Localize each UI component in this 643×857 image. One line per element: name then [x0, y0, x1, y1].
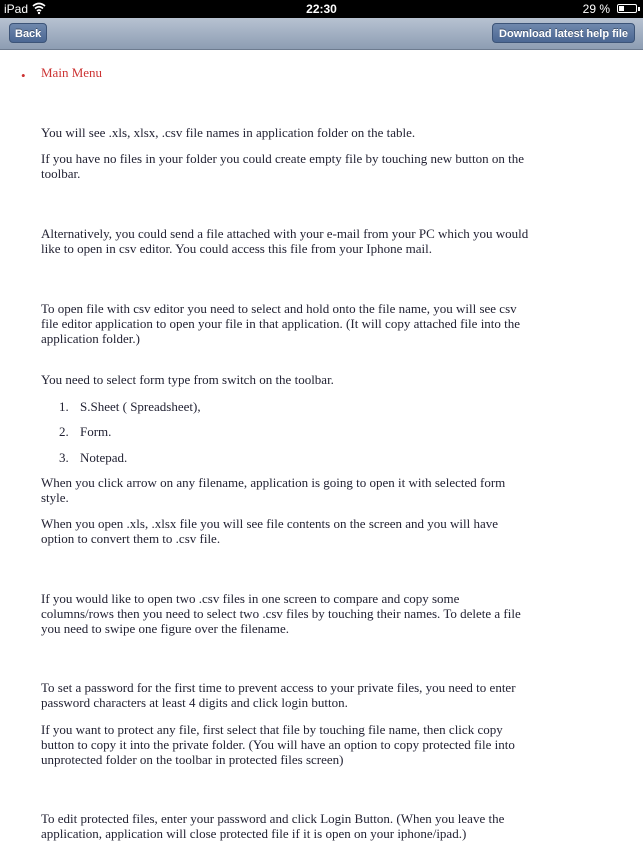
help-paragraph: If you have no files in your folder you could create empty file by touching new button on the toolbar. [41, 151, 525, 181]
form-type-item: S.Sheet ( Spreadsheet), [80, 399, 201, 414]
help-paragraph: To set a password for the first time to prevent access to your private files, you need to enter password characters at least 4 digits and click login button. [41, 680, 516, 710]
help-paragraph: To open file with csv editor you need to select and hold onto the file name, you will see csv file editor application to open your file in that application. (It will copy attached file into the application folder.) [41, 301, 521, 346]
list-number: 2. [59, 424, 69, 439]
main-menu-link[interactable]: Main Menu [41, 65, 103, 80]
help-paragraph: If you want to protect any file, first select that file by touching file name, then click copy button to copy it into the private folder. (You will have an option to copy protected file into unprotected folder on the toolbar in protected files screen) [41, 722, 515, 767]
help-paragraph: Alternatively, you could send a file attached with your e-mail from your PC which you would like to open in csv editor. You could access this file from your Iphone mail. [41, 226, 529, 256]
download-help-button[interactable]: Download latest help file [492, 23, 635, 43]
carrier-label: iPad [4, 2, 29, 16]
status-bar [0, 0, 643, 18]
list-number: 3. [59, 450, 69, 465]
help-paragraph: To edit protected files, enter your password and click Login Button. (When you leave the application, application will close protected file if it is open on your iphone/ipad.) [41, 811, 505, 841]
battery-icon [617, 4, 637, 13]
help-paragraph: If you would like to open two .csv files in one screen to compare and copy some columns/rows then you need to select two .csv files by touching their names. To delete a file you need to swipe one figure over the filename. [41, 591, 521, 636]
help-paragraph: When you click arrow on any filename, application is going to open it with selected form style. [41, 475, 506, 505]
back-button[interactable]: Back [9, 23, 47, 43]
bullet-icon: • [21, 68, 26, 83]
help-paragraph: You need to select form type from switch on the toolbar. [41, 372, 334, 387]
list-number: 1. [59, 399, 69, 414]
clock: 22:30 [306, 2, 337, 16]
navigation-bar [0, 18, 643, 50]
help-paragraph: When you open .xls, .xlsx file you will see file contents on the screen and you will have option to convert them to .csv file. [41, 516, 499, 546]
battery-percentage: 29 % [582, 2, 610, 16]
help-paragraph: You will see .xls, xlsx, .csv file names in application folder on the table. [41, 125, 416, 140]
form-type-item: Form. [80, 424, 112, 439]
form-type-item: Notepad. [80, 450, 128, 465]
